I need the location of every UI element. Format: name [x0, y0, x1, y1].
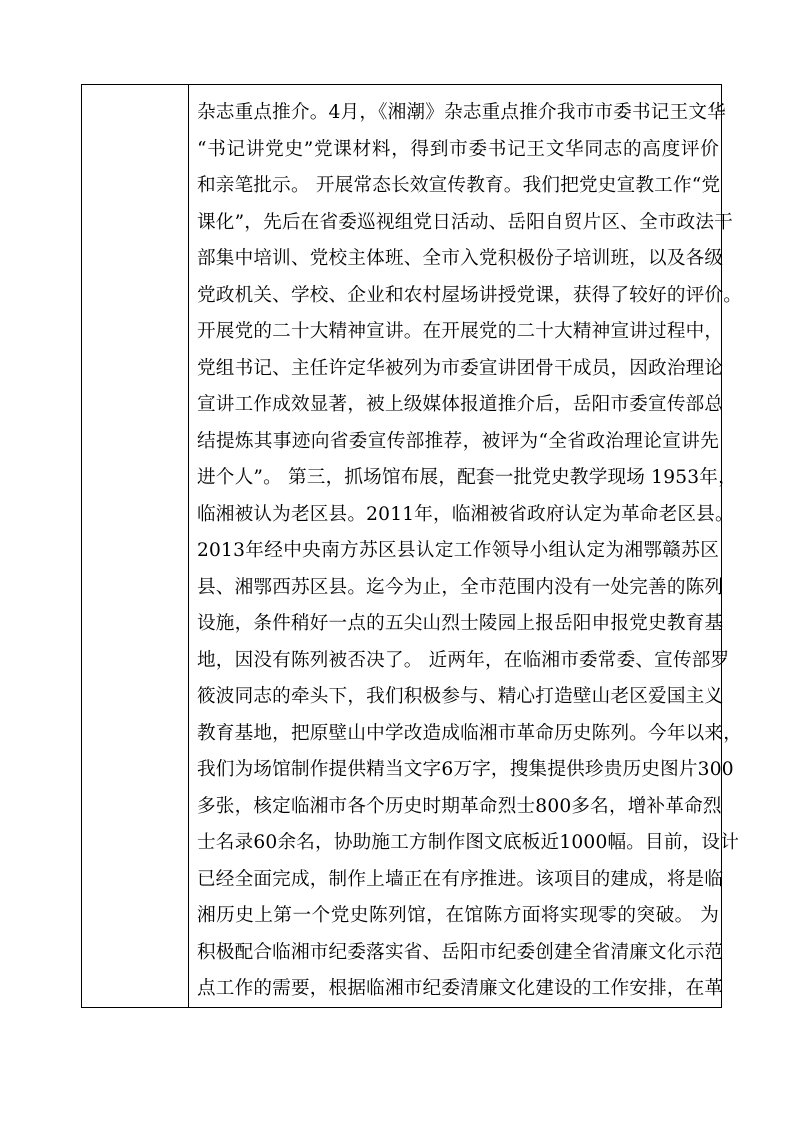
text-line: 宣讲工作成效显著，被上级媒体报道推介后，岳阳市委宣传部总 [197, 394, 724, 415]
text-line: 和亲笔批示。 开展常态长效宣传教育。我们把党史宣教工作“党 [197, 175, 721, 196]
text-line: 湘历史上第一个党史陈列馆，在馆陈方面将实现零的突破。 为 [197, 905, 719, 926]
text-line: 地，因没有陈列被否决了。 近两年，在临湘市委常委、宣传部罗 [197, 649, 730, 671]
text-line: 设施，条件稍好一点的五尖山烈士陵园上报岳阳申报党史教育基 [197, 613, 724, 634]
text-line: 多张，核定临湘市各个历史时期革命烈士800多名，增补革命烈 [197, 795, 722, 817]
text-line: 党政机关、学校、企业和农村屋场讲授党课，获得了较好的评价。 [197, 284, 743, 306]
text-line: 士名录60余名，协助施工方制作图文底板近1000幅。目前，设计 [197, 832, 740, 853]
text-line: 县、湘鄂西苏区县。迄今为止，全市范围内没有一处完善的陈列 [197, 576, 724, 598]
text-line: 课化”，先后在省委巡视组党日活动、岳阳自贸片区、全市政法干 [197, 211, 733, 233]
text-line: 杂志重点推介。4月，《湘潮》杂志重点推介我市市委书记王文华 [197, 102, 726, 123]
text-line: 我们为场馆制作提供精当文字6万字，搜集提供珍贵历史图片300 [197, 759, 734, 780]
text-line: “书记讲党史”党课材料，得到市委书记王文华同志的高度评价 [197, 138, 719, 160]
text-line: 开展党的二十大精神宣讲。在开展党的二十大精神宣讲过程中， [197, 321, 724, 342]
text-line: 已经全面完成，制作上墙正在有序推进。该项目的建成，将是临 [197, 868, 724, 890]
text-line: 积极配合临湘市纪委落实省、岳阳市纪委创建全省清廉文化示范 [197, 941, 724, 963]
text-line: 党组书记、主任许定华被列为市委宣讲团骨干成员，因政治理论 [197, 357, 724, 379]
left-label-cell [82, 85, 189, 1007]
text-line: 部集中培训、党校主体班、全市入党积极份子培训班，以及各级 [197, 248, 724, 269]
text-line: 2013年经中央南方苏区县认定工作领导小组认定为湘鄂赣苏区 [197, 540, 719, 561]
text-line: 教育基地，把原壁山中学改造成临湘市革命历史陈列。今年以来， [197, 722, 743, 744]
table-frame [81, 84, 743, 1008]
text-line: 临湘被认为老区县。2011年，临湘被省政府认定为革命老区县。 [197, 503, 734, 525]
text-line: 进个人”。 第三，抓场馆布展，配套一批党史教学现场 1953年， [197, 467, 737, 488]
text-line: 点工作的需要，根据临湘市纪委清廉文化建设的工作安排，在革 [197, 978, 724, 999]
text-line: 筱波同志的牵头下，我们积极参与、精心打造壁山老区爱国主义 [197, 686, 724, 707]
text-line: 结提炼其事迹向省委宣传部推荐，被评为“全省政治理论宣讲先 [197, 430, 719, 452]
body-text [197, 95, 743, 1008]
content-cell [189, 85, 743, 1007]
